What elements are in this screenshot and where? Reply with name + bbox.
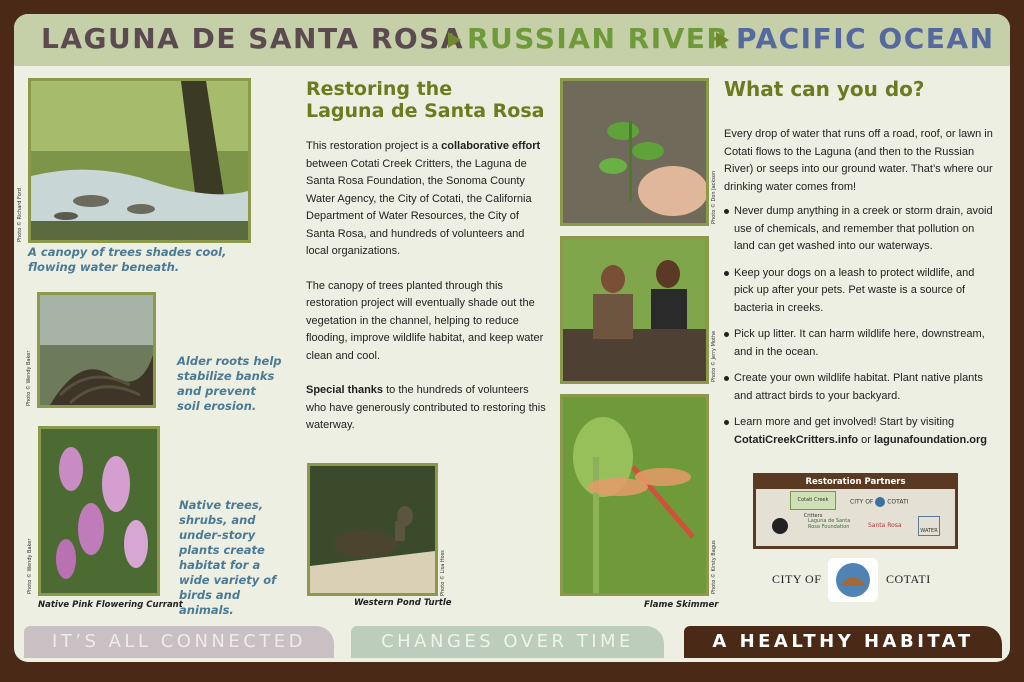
paragraph-collaboration [306, 138, 546, 261]
list-item: Pick up litter. It can harm wildlife here, downstream, and in the ocean. [724, 326, 994, 361]
turtle-photo [307, 463, 438, 596]
paragraph-thanks [306, 382, 546, 435]
city-of-cotati-label-a: CITY OF [772, 572, 822, 586]
turtle-illustration [310, 466, 435, 593]
restoring-heading-line1: Restoring the [306, 78, 453, 100]
city-of-cotati-label-b: COTATI [886, 572, 931, 586]
action-list [724, 203, 994, 449]
action-intro: Every drop of water that runs off a road, roof, or lawn in Cotati flows to the Laguna (and then to the Russian River) or seeps into our ground water. That’s where our drinking water comes from! [724, 128, 993, 193]
santa-rosa-logo: Santa Rosa [868, 522, 902, 529]
tab-its-all-connected[interactable]: IT’S ALL CONNECTED [24, 626, 334, 658]
partners-header: Restoration Partners [756, 476, 955, 489]
volunteers-illustration [563, 239, 706, 381]
bottom-tabs [14, 624, 1010, 662]
laguna-foundation-link[interactable]: lagunafoundation.org [873, 433, 988, 446]
cotati-creek-critters-logo: Cotati Creek Critters [790, 491, 836, 510]
critters-link[interactable]: CotatiCreekCritters.info [734, 433, 859, 446]
dragonfly-photo [560, 394, 709, 596]
photo-credit: Photo © Richard Ford [17, 188, 23, 242]
currant-label: Native Pink Flowering Currant [38, 600, 183, 610]
photo-credit: Photo © Wendy Baker [27, 538, 33, 594]
text-span: to the hundreds of volunteers who have generously contributed to restoring this waterway. [306, 384, 546, 431]
creek-caption: A canopy of trees shades cool, flowing water beneath. [28, 245, 227, 274]
text-span: or [858, 433, 874, 446]
currant-photo [38, 426, 160, 596]
paragraph-canopy: The canopy of trees planted through this restoration project will eventually shade out the vegetation in the channel, helping to reduce flooding, improve wildlife habitat, and keep water clean and cool. [306, 279, 544, 362]
restoring-heading [306, 78, 544, 122]
text-span: between Cotati Creek Critters, the Laguna de Santa Rosa Foundation, the Sonoma County Water Agency, the City of Cotati, the California Department of Water Resources, the City of Santa Rosa, and hundreds of volunteers and local organizations. [306, 157, 532, 257]
list-item: Keep your dogs on a leash to protect wildlife, and pick up after your pets. Pet waste is a source of bacteria in creeks. [724, 265, 994, 318]
list-item: Create your own wildlife habitat. Plant native plants and attract birds to your backyard. [724, 370, 994, 405]
dragonfly-label: Flame Skimmer [644, 600, 719, 610]
text-bold: Special thanks [306, 384, 384, 396]
currant-illustration [41, 429, 157, 593]
arrow-right-icon [448, 32, 461, 48]
seedling-illustration [563, 81, 706, 223]
cotati-emblem-icon [828, 558, 878, 602]
dragonfly-illustration [563, 397, 706, 593]
text-bold: collaborative effort [441, 140, 541, 152]
turtle-label: Western Pond Turtle [354, 598, 452, 608]
creek-photo [28, 78, 251, 243]
arrow-right-icon [716, 32, 729, 48]
text-span: CITY OF [850, 498, 874, 506]
photo-credit: Photo © Kirsty Bagus [711, 540, 717, 594]
action-text [724, 126, 994, 458]
city-of-cotati-logo [850, 497, 908, 507]
native-plants-caption: Native trees, shrubs, and under-story plants create habitat for a wide variety of birds and animals. [179, 498, 277, 617]
photo-credit: Photo © Jerry Mothe [711, 330, 717, 382]
cotati-emblem [828, 558, 878, 602]
tab-a-healthy-habitat[interactable]: A HEALTHY HABITAT [684, 626, 1002, 658]
photo-credit: Photo © Lisa Hoss [440, 550, 446, 596]
roots-illustration [40, 295, 153, 405]
restoring-heading-line2: Laguna de Santa Rosa [306, 100, 545, 122]
action-heading: What can you do? [724, 77, 925, 101]
title-banner [14, 14, 1010, 66]
text-span: Learn more and get involved! Start by visiting [734, 416, 955, 428]
banner-pacific-ocean: PACIFIC OCEAN [736, 22, 995, 55]
text-span: COTATI [887, 498, 909, 506]
tab-changes-over-time[interactable]: CHANGES OVER TIME [351, 626, 664, 658]
banner-laguna: LAGUNA DE SANTA ROSA [41, 22, 465, 55]
laguna-foundation-logo: Laguna de Santa Rosa Foundation [808, 518, 851, 530]
list-item [724, 414, 994, 449]
seedling-photo [560, 78, 709, 226]
alder-caption: Alder roots help stabilize banks and prevent soil erosion. [177, 354, 282, 413]
banner-russian-river: RUSSIAN RIVER [467, 22, 730, 55]
creek-illustration [31, 81, 248, 240]
photo-credit: Photo © Wendy Baker [26, 350, 32, 406]
state-seal-icon [772, 518, 788, 534]
alder-roots-photo [37, 292, 156, 408]
photo-credit: Photo © Don Jackson [711, 170, 717, 224]
restoration-text [306, 138, 546, 435]
water-agency-logo: WATER [918, 516, 940, 536]
list-item: Never dump anything in a creek or storm drain, avoid use of chemicals, and remember that pollution on land can get washed into our waterways. [724, 203, 994, 256]
volunteers-photo [560, 236, 709, 384]
text-span: This restoration project is a [306, 140, 442, 152]
sign-panel [14, 14, 1010, 662]
cotati-seal-icon [875, 497, 885, 507]
restoration-partners-box [753, 473, 958, 549]
